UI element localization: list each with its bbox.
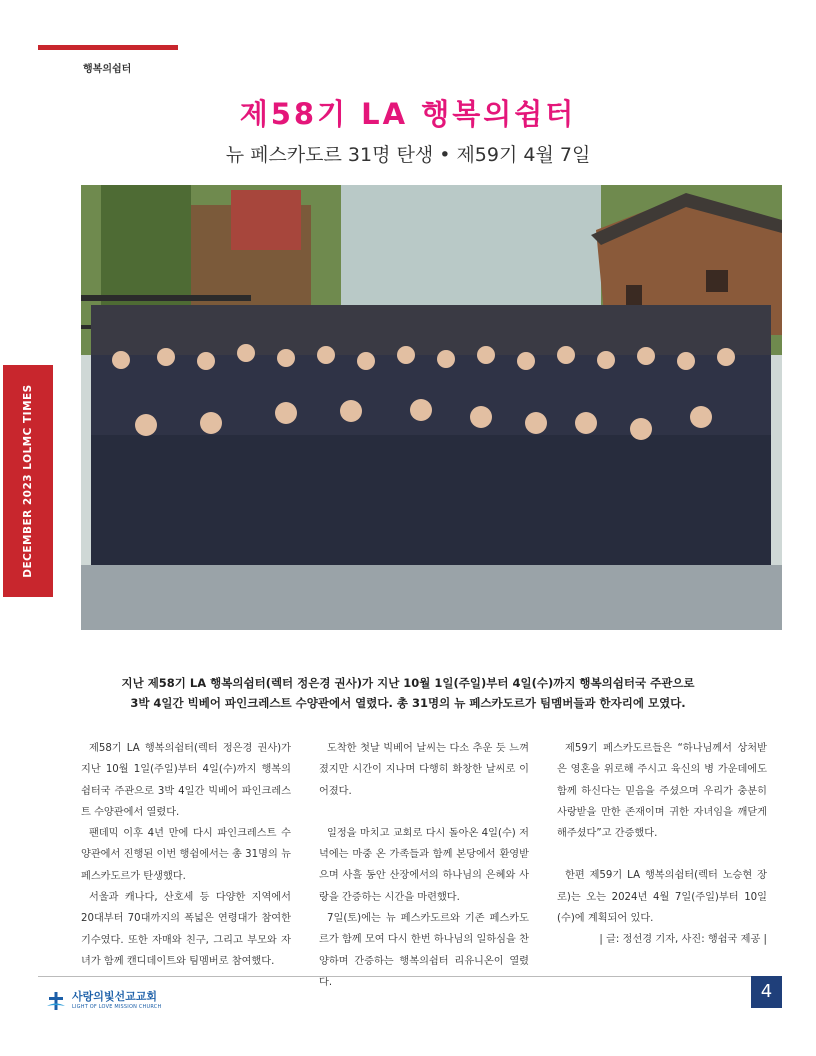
church-logo (46, 988, 176, 1014)
paragraph: 서울과 캐나다, 산호세 등 다양한 지역에서 20대부터 70대까지의 폭넓은 연령대가 참여한 기수였다. 또한 자매와 친구, 그리고 부모와 자녀가 함께 캔디데이트와 팀멤버로 참여했다. (81, 892, 291, 967)
caption-line-1: 지난 제58기 LA 행복의쉼터(렉터 정은경 권사)가 지난 10월 1일(주일)부터 4일(수)까지 행복의쉼터국 주관으로 (121, 676, 695, 690)
dove-cross-icon (46, 990, 66, 1012)
caption-line-2: 3박 4일간 빅베어 파인크레스트 수양관에서 열렸다. 총 31명의 뉴 페스카도르가 팀멤버들과 한자리에 모였다. (130, 696, 686, 710)
article-subtitle: 뉴 페스카도르 31명 탄생 • 제59기 4월 7일 (225, 144, 591, 166)
paragraph: 팬데믹 이후 4년 만에 다시 파인크레스트 수양관에서 진행된 이번 행쉼에서는 총 31명의 뉴 페스카도르가 탄생했다. (81, 828, 291, 882)
logo-subtitle: LIGHT OF LOVE MISSION CHURCH (72, 1004, 162, 1010)
paragraph: 7일(토)에는 뉴 페스카도르와 기존 페스카도르가 함께 모여 다시 한번 하나님의 일하심을 찬양하며 간증하는 행복의쉼터 리유니온이 열렸다. (319, 913, 529, 988)
paragraph: 일정을 마치고 교회로 다시 돌아온 4일(수) 저녁에는 마중 온 가족들과 함께 본당에서 환영받으며 사흘 동안 산장에서의 하나님의 은혜와 사랑을 간증하는 시간을 마련했다. (319, 827, 529, 903)
page-number: 4 (751, 976, 782, 1008)
photo-caption (0, 673, 816, 713)
article-title: 제58기 LA 행복의쉼터 (239, 97, 577, 131)
paragraph: 제58기 LA 행복의쉼터(렉터 정은경 권사)가 지난 10월 1일(주일)부터 4일(수)까지 행복의쉼터국 주관으로 3박 4일간 빅베어 파인크레스트 수양관에서 열렸다. (81, 743, 291, 818)
group-photo (81, 185, 782, 630)
article-column-1 (81, 738, 291, 972)
logo-name: 사랑의빛선교교회 (72, 990, 158, 1003)
paragraph: 제59기 페스카도르들은 “하나님께서 상처받은 영혼을 위로해 주시고 육신의 병 가운데에도 함께 하신다는 믿음을 주셨으며 우리가 충분히 사랑받을 만한 존재이며 귀한 자녀임을 깨닫게 해주셨다”고 간증했다. (557, 743, 767, 840)
article-column-2 (319, 738, 529, 993)
article-column-3 (557, 738, 767, 951)
paragraph: 도착한 첫날 빅베어 날씨는 다소 추운 듯 느껴졌지만 시간이 지나며 다행히 화창한 날씨로 이어졌다. (319, 743, 529, 797)
article-credit: | 글: 정선경 기자, 사진: 행쉼국 제공 | (599, 934, 767, 946)
paragraph: 한편 제59기 LA 행복의쉼터(렉터 노승현 장로)는 오는 2024년 4월 7일(주일)부터 10일(수)에 계획되어 있다. (557, 870, 767, 925)
side-tab-text: DECEMBER 2023 LOLMC TIMES (22, 384, 34, 578)
section-label: 행복의쉼터 (83, 64, 132, 75)
footer-divider (38, 976, 782, 977)
header-accent-bar (38, 45, 178, 50)
